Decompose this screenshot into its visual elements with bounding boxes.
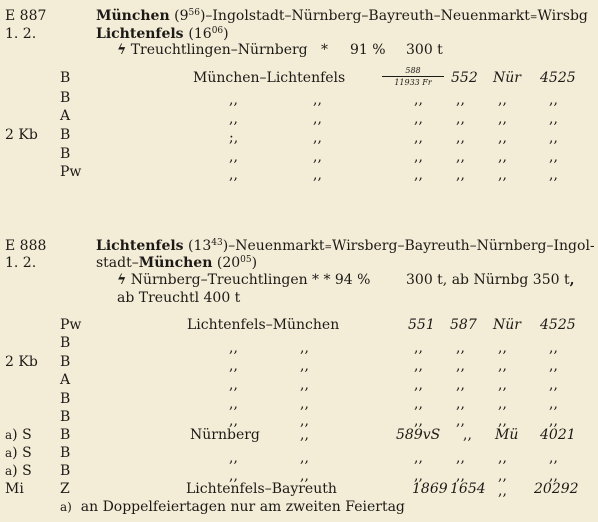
service-marker: * * 94 % (312, 272, 371, 288)
footnote: a) an Doppelfeiertagen nur am zweiten Feiertag (60, 499, 405, 515)
row-code: B (60, 70, 71, 86)
service-line: ϟ Treuchtlingen–Nürnberg (117, 42, 308, 58)
route-line-1: München $(9^{56})-Ingolstadt-Nürnberg-Bayreuth-Neuenmarkt=Wirsbg$ (96, 8, 588, 24)
service-percent: 91 % (350, 42, 386, 58)
train-class: 1. 2. (5, 26, 37, 42)
service-load-2: ab Treuchtl 400 t (117, 290, 241, 306)
train-class: 1. 2. (5, 255, 37, 271)
train-number: E 887 (5, 8, 47, 24)
service-marker: * (321, 42, 328, 58)
route-line-2: Lichtenfels $(16^{06})$ (96, 26, 229, 42)
service-load: 300 t, ab Nürnbg 350 t, (406, 272, 575, 288)
lightning-symbol-icon: ϟ (117, 272, 127, 288)
lightning-symbol-icon: ϟ (117, 42, 127, 58)
service-line: ϟ Nürnberg–Treuchtlingen (117, 272, 308, 288)
route-line-1: Lichtenfels $(13^{43})-Neuenmarkt=Wirsberg-Bayreuth-Nürnberg-Ingol-$ (96, 238, 595, 254)
service-load: 300 t (406, 42, 443, 58)
route-line-2: stadt–München $(20^{05})$ (96, 255, 258, 271)
fraction: $\frac{588}{11933 Fr}$ (382, 66, 444, 87)
row-route: München–Lichtenfels (193, 70, 346, 86)
train-number: E 888 (5, 238, 47, 254)
